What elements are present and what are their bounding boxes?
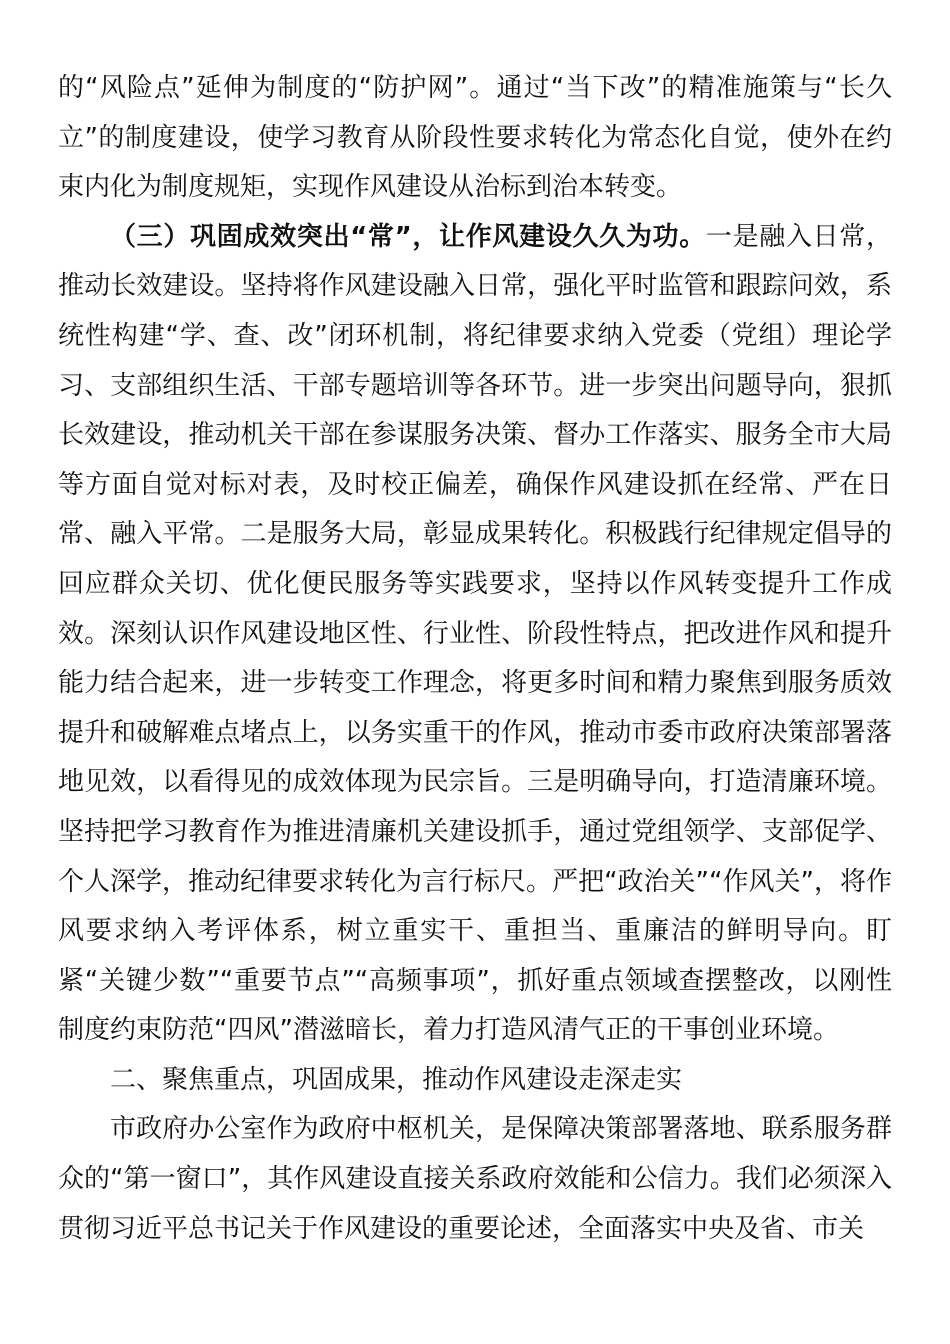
paragraph-section-two-intro: 市政府办公室作为政府中枢机关，是保障决策部署落地、联系服务群众的“第一窗口”，其作风建设直接关系政府效能和公信力。我们必须深入贯彻习近平总书记关于作风建设的重要论述，全面落实中央及省、市关 xyxy=(58,1114,892,1244)
document-body xyxy=(58,64,892,1254)
subsection-body: 一是融入日常，推动长效建设。坚持将作风建设融入日常，强化平时监管和跟踪问效，系统性构建“学、查、改”闭环机制，将纪律要求纳入党委（党组）理论学习、支部组织生活、干部专题培训等各环节。进一步突出问题导向，狠抓长效建设，推动机关干部在参谋服务决策、督办工作落实、服务全市大局等方面自觉对标对表，及时校正偏差，确保作风建设抓在经常、严在日常、融入平常。二是服务大局，彰显成果转化。积极践行纪律规定倡导的回应群众关切、优化便民服务等实践要求，坚持以作风转变提升工作成效。深刻认识作风建设地区性、行业性、阶段性特点，把改进作风和提升能力结合起来，进一步转变工作理念，将更多时间和精力聚焦到服务质效提升和破解难点堵点上，以务实重干的作风，推动市委市政府决策部署落地见效，以看得见的成效体现为民宗旨。三是明确导向，打造清廉环境。坚持把学习教育作为推进清廉机关建设抓手，通过党组领学、支部促学、个人深学，推动纪律要求转化为言行标尺。严把“政治关”“作风关”，将作风要求纳入考评体系，树立重实干、重担当、重廉洁的鲜明导向。盯紧“关键少数”“重要节点”“高频事项”，抓好重点领域查摆整改，以刚性制度约束防范“四风”潜滋暗长，着力打造风清气正的干事创业环境。 xyxy=(58,221,892,1046)
section-heading: 二、聚焦重点，巩固成果，推动作风建设走深走实 xyxy=(110,1064,683,1095)
paragraph-continuation: 的“风险点”延伸为制度的“防护网”。通过“当下改”的精准施策与“长久立”的制度建设，使学习教育从阶段性要求转化为常态化自觉，使外在约束内化为制度规矩，实现作风建设从治标到治本转变。 xyxy=(58,73,892,203)
paragraph-section-three xyxy=(58,213,892,1056)
subsection-heading: （三）巩固成效突出“常”，让作风建设久久为功。 xyxy=(110,221,706,252)
